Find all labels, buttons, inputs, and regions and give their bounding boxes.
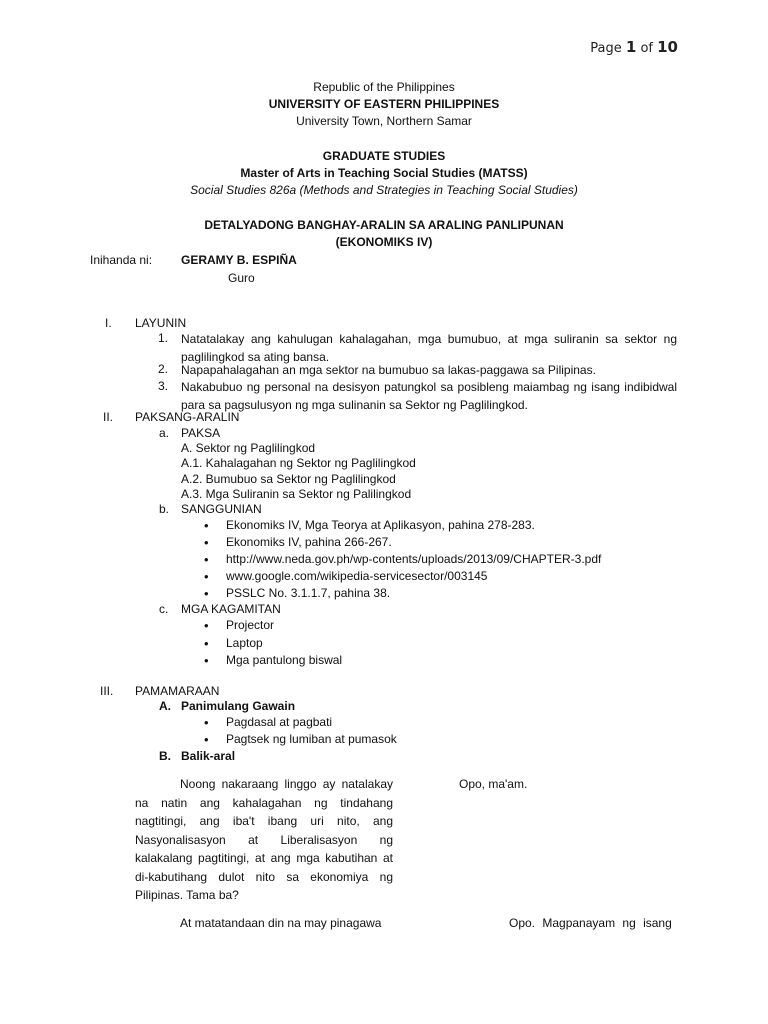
objective-text: Nakabubuo ng personal na desisyon patungkol sa posibleng maiambag ng isang indibidwal para sa pagsulusyon ng mga sulinanin sa Sektor ng Paglilingkod. xyxy=(181,380,677,412)
material-item: • Laptop xyxy=(226,636,263,650)
reference-item: • Ekonomiks IV, Mga Teorya at Aplikasyon, pahina 278-283. xyxy=(226,518,535,532)
prepared-label: Inihanda ni: xyxy=(90,253,153,267)
reference-link: • http://www.neda.gov.ph/wp-contents/uploads/2013/09/CHAPTER-3.pdf xyxy=(226,552,601,566)
republic-line: Republic of the Philippines xyxy=(313,80,455,94)
section1-title: LAYUNIN xyxy=(135,316,187,330)
reference-link: • www.google.com/wikipedia-servicesector/003145 xyxy=(226,569,487,583)
page-number: Page 1 of 10 xyxy=(590,38,678,56)
university-name: UNIVERSITY OF EASTERN PHILIPPINES xyxy=(268,97,500,111)
material-item: • Mga pantulong biswal xyxy=(226,653,342,667)
section2-title: PAKSANG-ARALIN xyxy=(135,410,240,424)
reference-item: • Ekonomiks IV, pahina 266-267. xyxy=(226,535,392,549)
section1-num: I. xyxy=(105,316,112,330)
subsection-a-title: PAKSA xyxy=(181,426,221,440)
topic-line: A. Sektor ng Paglilingkod xyxy=(181,441,316,455)
activity-item: • Pagdasal at pagbati xyxy=(226,715,332,729)
activity-item: • Pagtsek ng lumiban at pumasok xyxy=(226,732,397,746)
section3-title: PAMAMARAAN xyxy=(135,684,220,698)
objective-num: 1. xyxy=(158,331,169,345)
topic-line: A.1. Kahalagahan ng Sektor ng Paglilingkod xyxy=(181,456,416,470)
student-response: Opo. Magpanayam ng isang xyxy=(509,916,672,930)
material-item: • Projector xyxy=(226,618,274,632)
objective-text: Natatalakay ang kahulugan kahalagahan, mga bumubuo, at mga suliranin sa sektor ng paglilingkod sa ating bansa. xyxy=(181,332,677,364)
lesson-subtitle: (EKONOMIKS IV) xyxy=(335,235,433,249)
section2-num: II. xyxy=(103,410,114,424)
course-name: Social Studies 826a (Methods and Strategies in Teaching Social Studies) xyxy=(190,183,578,197)
step-a-title: Panimulang Gawain xyxy=(181,699,296,713)
prepared-name: GERAMY B. ESPIÑA xyxy=(181,253,297,267)
subsection-b-num: b. xyxy=(159,502,170,516)
graduate-studies: GRADUATE STUDIES xyxy=(322,149,446,163)
step-b-title: Balik-aral xyxy=(181,749,236,763)
topic-line: A.3. Mga Suliranin sa Sektor ng Palilingkod xyxy=(181,487,412,501)
subsection-a-num: a. xyxy=(159,426,170,440)
objective-text: Napapahalagahan an mga sektor na bumubuo sa lakas-paggawa sa Pilipinas. xyxy=(181,363,596,377)
student-response: Opo, ma'am. xyxy=(459,777,528,791)
objective-num: 3. xyxy=(158,379,169,393)
reference-item: • PSSLC No. 3.1.1.7, pahina 38. xyxy=(226,586,390,600)
subsection-b-title: SANGGUNIAN xyxy=(181,502,262,516)
program-name: Master of Arts in Teaching Social Studies (MATSS) xyxy=(240,166,528,180)
section3-num: III. xyxy=(100,684,114,698)
teacher-dialogue: At matatandaan din na may pinagawa xyxy=(180,916,382,930)
step-b-num: B. xyxy=(159,749,171,763)
objective-num: 2. xyxy=(158,362,169,376)
university-town: University Town, Northern Samar xyxy=(296,114,472,128)
teacher-dialogue: Noong nakaraang linggo ay natalakay na natin ang kahalagahan ng tindahang nagtitingi, ang iba't ibang uri nito, ang Nasyonalisasyon at Liberalisasyon ng kalakalang pagtitingi, at ang mga kabutihan at di-kabutihang dulot nito sa ekonomiya ng Pilipinas. Tama ba? xyxy=(135,777,393,902)
step-a-num: A. xyxy=(159,699,171,713)
lesson-title: DETALYADONG BANGHAY-ARALIN SA ARALING PANLIPUNAN xyxy=(204,218,564,232)
subsection-c-title: MGA KAGAMITAN xyxy=(181,602,281,616)
subsection-c-num: c. xyxy=(159,602,169,616)
topic-line: A.2. Bumubuo sa Sektor ng Paglilingkod xyxy=(181,472,396,486)
prepared-role: Guro xyxy=(228,271,255,285)
